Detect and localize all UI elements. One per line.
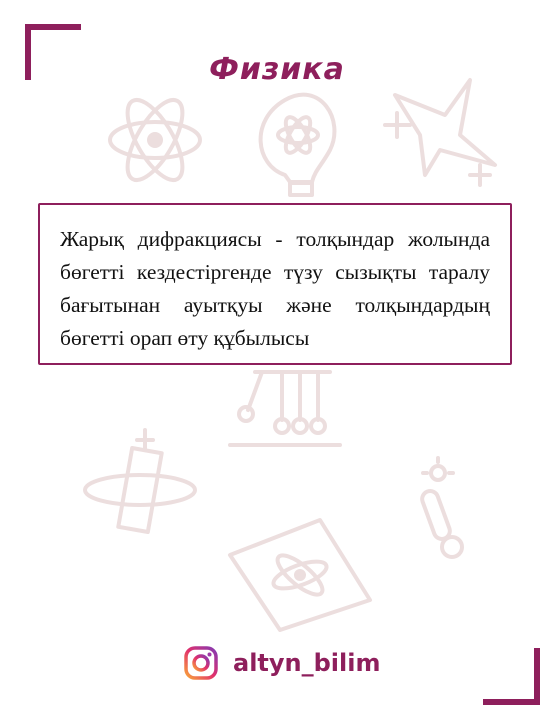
- social-footer[interactable]: [183, 645, 381, 681]
- optics-illustration: [385, 80, 495, 185]
- instagram-handle[interactable]: altyn_bilim: [233, 649, 381, 677]
- thermometer-illustration: [420, 458, 462, 557]
- definition-box: [38, 203, 512, 365]
- instagram-icon: [183, 645, 219, 681]
- bottom-right-corner-bracket: [480, 645, 540, 705]
- page-title: Физика: [209, 52, 345, 87]
- newtons-cradle-illustration: [230, 372, 340, 445]
- definition-text: Жарық дифракциясы - толқындар жолында бөгетті кездестіргенде түзу сызықты таралу бағытынан ауытқуы және толқындардың бөгетті орап өту құбылысы: [60, 227, 490, 350]
- battery-illustration: [85, 430, 195, 532]
- book-atom-illustration: [230, 520, 370, 630]
- lightbulb-illustration: [261, 95, 335, 195]
- atom-illustration: [110, 92, 200, 188]
